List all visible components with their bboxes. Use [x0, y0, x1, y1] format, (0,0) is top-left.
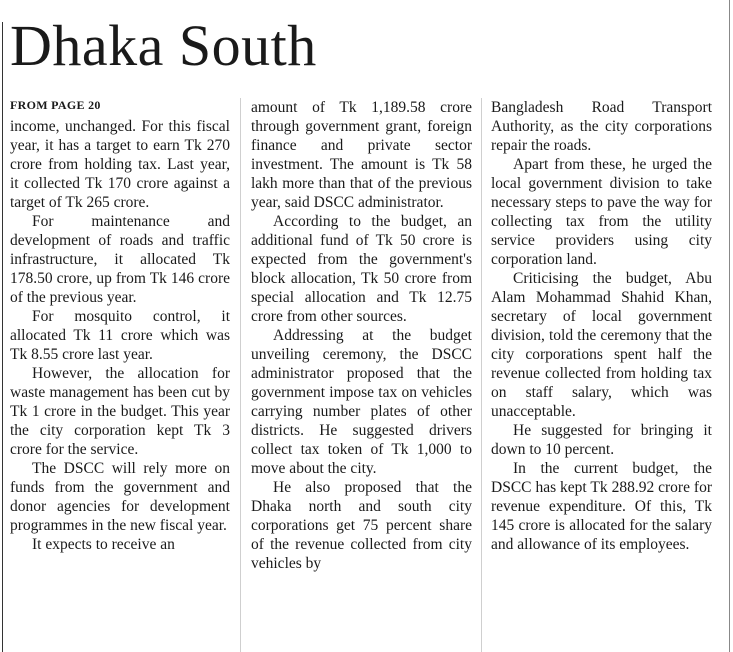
paragraph: However, the allocation for waste management has been cut by Tk 1 crore in the budget. This year the city corporation kept Tk 3 crore for the service.	[10, 365, 230, 458]
paragraph: Bangladesh Road Transport Authority, as the city corporations repair the roads.	[491, 99, 712, 154]
paragraph: Criticising the budget, Abu Alam Mohammad Shahid Khan, secretary of local government division, told the ceremony that the city corporations spent half the revenue collected from holding tax on staff salary, which was unacceptable.	[491, 270, 712, 420]
column-divider	[240, 98, 241, 652]
paragraph: He suggested for bringing it down to 10 percent.	[491, 422, 712, 458]
right-border-rule	[729, 0, 730, 652]
column-divider	[481, 98, 482, 652]
paragraph: Addressing at the budget unveiling ceremony, the DSCC administrator proposed that the government impose tax on vehicles carrying number plates of other districts. He suggested drivers collect tax token of Tk 1,000 to move about the city.	[251, 327, 472, 477]
article-column-2	[251, 98, 472, 573]
article-column-1	[10, 117, 230, 554]
paragraph: The DSCC will rely more on funds from the government and donor agencies for development programmes in the new fiscal year.	[10, 460, 230, 534]
paragraph: For maintenance and development of roads and traffic infrastructure, it allocated Tk 178.50 crore, up from Tk 146 crore of the previous year.	[10, 213, 230, 306]
paragraph: amount of Tk 1,189.58 crore through government grant, foreign finance and private sector investment. The amount is Tk 58 lakh more than that of the previous year, said DSCC administrator.	[251, 99, 472, 211]
paragraph: income, unchanged. For this fiscal year, it has a target to earn Tk 270 crore from holding tax. Last year, it collected Tk 170 crore against a target of Tk 265 crore.	[10, 118, 230, 211]
paragraph: Apart from these, he urged the local government division to take necessary steps to pave the way for collecting tax from the utility service providers using city corporation land.	[491, 156, 712, 268]
paragraph: He also proposed that the Dhaka north and south city corporations get 75 percent share of the revenue collected from city vehicles by	[251, 479, 472, 572]
left-border-rule	[2, 22, 3, 652]
article-column-3	[491, 98, 712, 554]
jump-line: FROM PAGE 20	[10, 98, 101, 112]
paragraph: It expects to receive an	[32, 536, 175, 553]
paragraph: In the current budget, the DSCC has kept Tk 288.92 crore for revenue expenditure. Of this, Tk 145 crore is allocated for the salary and allowance of its employees.	[491, 460, 712, 553]
article-headline: Dhaka South	[10, 13, 317, 78]
paragraph: For mosquito control, it allocated Tk 11 crore which was Tk 8.55 crore last year.	[10, 308, 230, 363]
paragraph: According to the budget, an additional fund of Tk 50 crore is expected from the government's block allocation, Tk 50 crore from special allocation and Tk 12.75 crore from other sources.	[251, 213, 472, 325]
